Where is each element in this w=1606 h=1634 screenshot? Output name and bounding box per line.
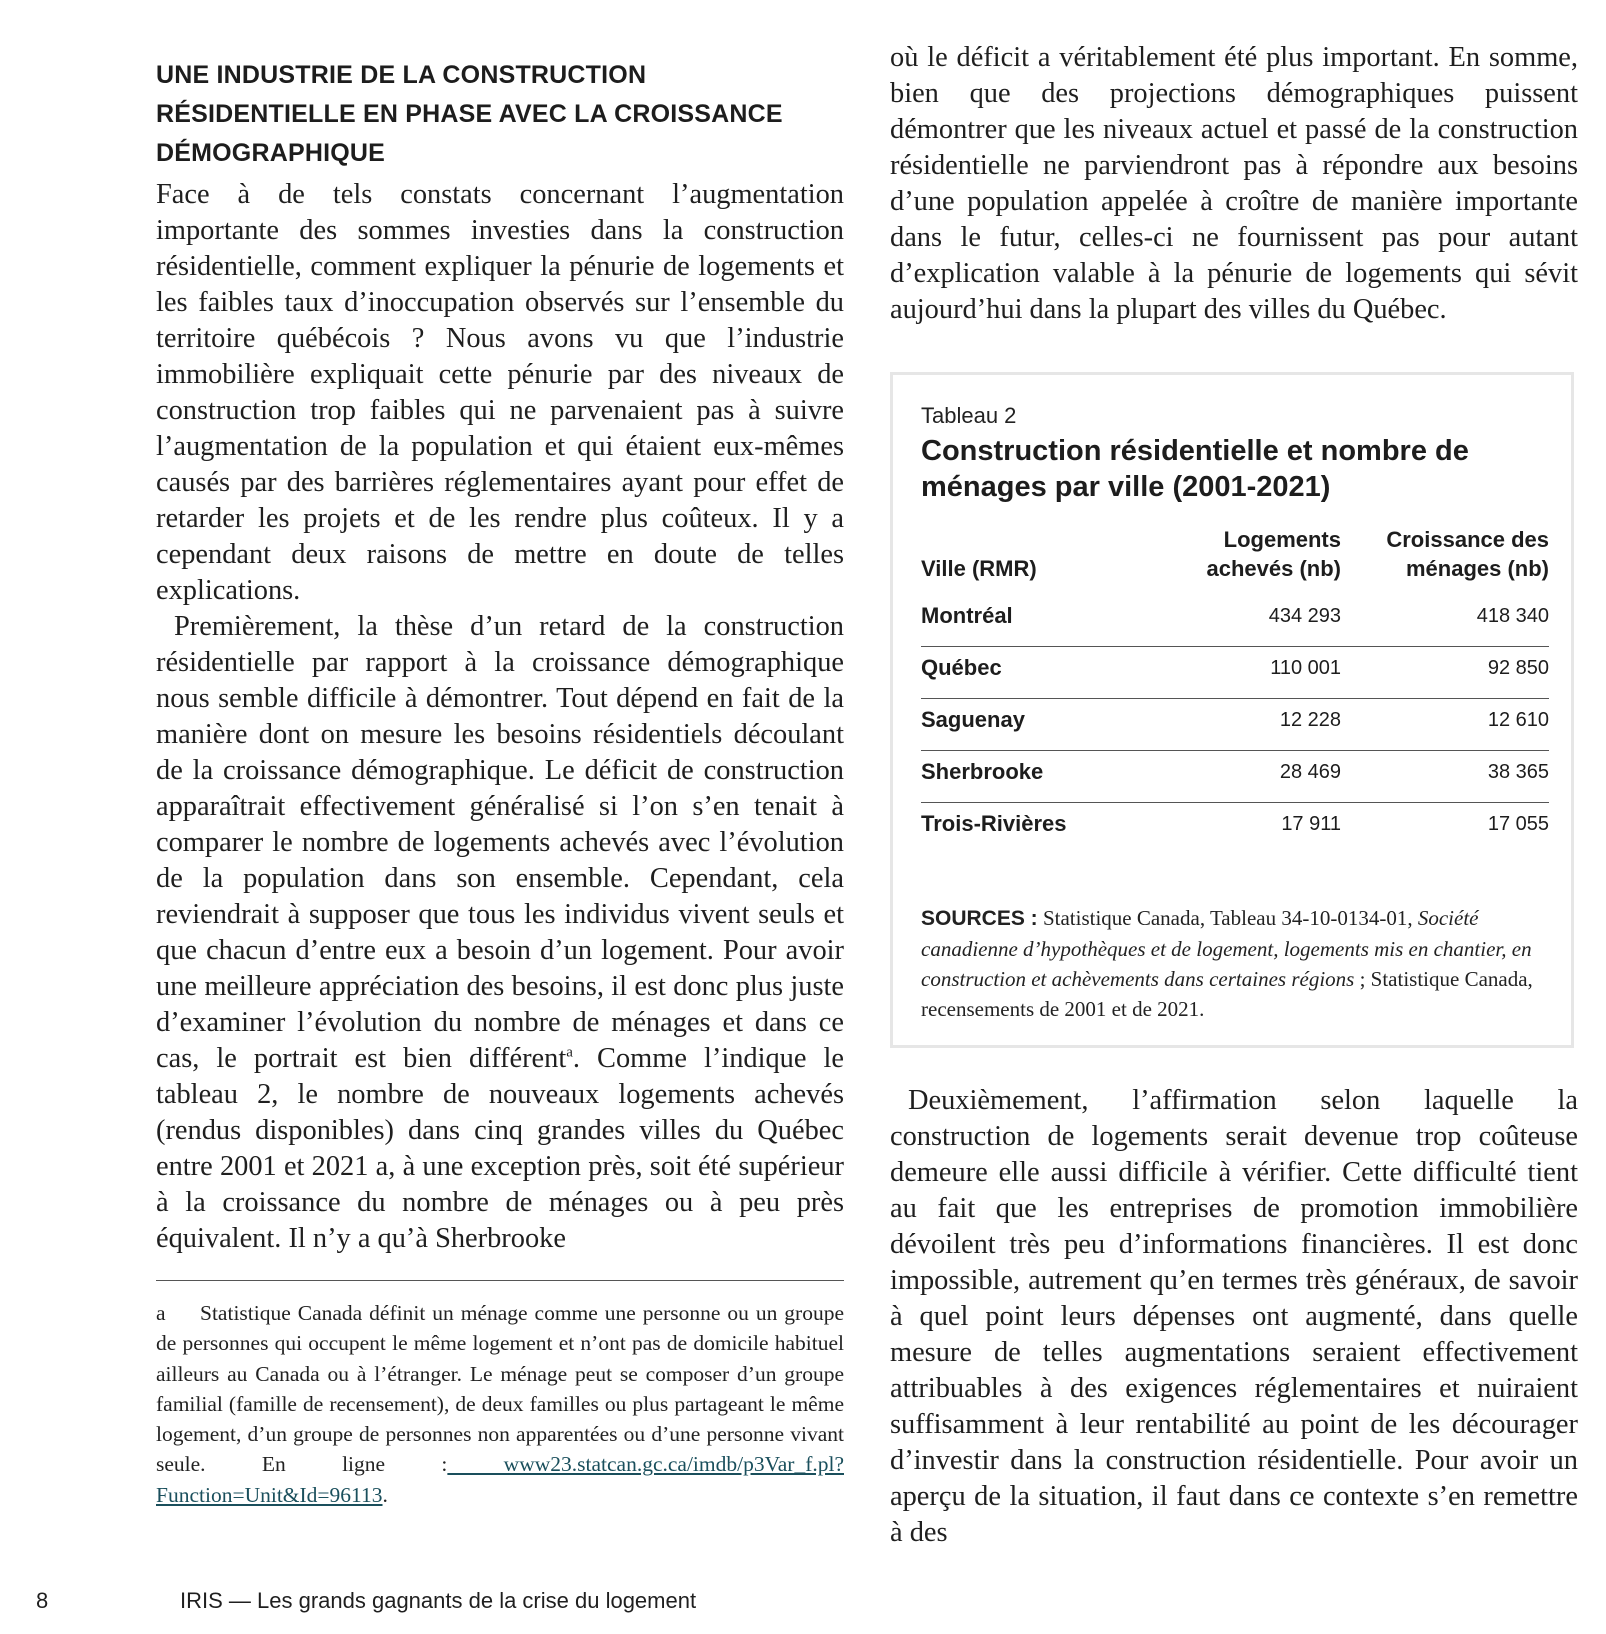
cell-ville: Sherbrooke: [921, 759, 1044, 784]
table-row: [921, 803, 1549, 855]
right-column-bottom: [890, 1083, 1578, 1551]
cell-ville: Saguenay: [921, 707, 1025, 732]
table-title: Construction résidentielle et nombre de ménages par ville (2001-2021): [921, 435, 1469, 503]
cell-menages: 17 055: [1487, 813, 1549, 835]
table-row: [921, 595, 1549, 647]
paragraph-right-bottom: Deuxièmement, l’affirmation selon laquelle la construction de logements serait devenue trop coûteuse demeure elle aussi difficile à vérifier. Cette difficulté tient au fait que les entreprises de promotion immobilière dévoilent très peu d’informations financières. Il est donc impossible, autrement qu’en termes très généraux, de savoir à quel point leurs dépenses ont augmenté, dans quelle mesure de telles augmentations seraient effectivement attribuables à des exigences réglementaires et nuiraient suffisamment à leur rentabilité au point de les décourager d’investir dans la construction résidentielle. Pour avoir un aperçu de la situation, il faut dans ce contexte s’en remettre à des: [890, 1085, 1578, 1548]
section-heading: [156, 56, 844, 173]
header-logements-line2: achevés (nb): [1206, 556, 1341, 581]
footnote-link[interactable]: www23.statcan.gc.ca/imdb/p3Var_f.pl?Function=Unit&Id=96113: [156, 1452, 844, 1507]
sources-italic: Société canadienne d’hypothèques et de logement, logements mis en chantier, en construction et achèvements dans certaines régions: [921, 906, 1532, 991]
paragraph-2-text-a: Premièrement, la thèse d’un retard de la construction résidentielle par rapport à la croissance démographique nous semble difficile à démontrer. Tout dépend en fait de la manière dont on mesure les besoins résidentiels découlant de la croissance démographique. Le déficit de construction apparaîtrait effectivement généralisé si l’on s’en tenait à comparer le nombre de logements achevés avec l’évolution de la population dans son ensemble. Cependant, cela reviendrait à supposer que tous les individus vivent seuls et que chacun d’entre eux a besoin d’un logement. Pour avoir une meilleure appréciation des besoins, il est donc plus juste d’examiner l’évolution du nombre de ménages et dans ce cas, le portrait est bien différent: [156, 611, 844, 1074]
footnote-divider: [156, 1280, 844, 1281]
cell-menages: 38 365: [1487, 761, 1549, 783]
table-row: [921, 699, 1549, 751]
left-column: [156, 56, 844, 1257]
cell-menages: 418 340: [1476, 605, 1549, 627]
header-logements-line1: Logements: [1223, 527, 1341, 552]
header-ville: Ville (RMR): [921, 556, 1037, 581]
header-croissance-line1: Croissance des: [1386, 527, 1549, 552]
footnote-text: Statistique Canada définit un ménage comme une personne ou un groupe de personnes qui occupent le même logement et n’ont pas de domicile habituel ailleurs au Canada ou à l’étranger. Le ménage peut se composer d’un groupe familial (famille de recensement), de deux familles ou plus partageant le même logement, d’un groupe de personnes non apparentées ou d’une personne vivant seule. En ligne :: [156, 1301, 844, 1477]
paragraph-right-top: où le déficit a véritablement été plus important. En somme, bien que des projections démographiques puissent démontrer que les niveaux actuel et passé de la construction résidentielle ne parviendront pas à répondre aux besoins d’une population appelée à croître de manière importante dans le futur, celles-ci ne fournissent pas pour autant d’explication valable à la pénurie de logements qui sévit aujourd’hui dans la plupart des villes du Québec.: [890, 42, 1578, 325]
paragraph-2: [156, 609, 844, 1257]
sources-text-1: Statistique Canada, Tableau 34-10-0134-01,: [1037, 906, 1418, 930]
sources-label: SOURCES :: [921, 907, 1038, 930]
cell-ville: Québec: [921, 655, 1002, 680]
footnote-marker: a: [156, 1301, 166, 1325]
footnote-ref[interactable]: a: [566, 1044, 573, 1061]
header-croissance-line2: ménages (nb): [1405, 556, 1549, 581]
cell-ville: Montréal: [921, 603, 1013, 628]
header-logements: [1207, 525, 1342, 583]
cell-menages: 92 850: [1487, 657, 1549, 679]
paragraph-1: Face à de tels constats concernant l’augmentation importante des sommes investies dans la construction résidentielle, comment expliquer la pénurie de logements et les faibles taux d’inoccupation observés sur l’ensemble du territoire québécois ? Nous avons vu que l’industrie immobilière expliquait cette pénurie par des niveaux de construction trop faibles qui ne parvenaient pas à suivre l’augmentation de la population et qui étaient eux-mêmes causés par des barrières réglementaires ayant pour effet de retarder les projets et de les rendre plus coûteux. Il y a cependant deux raisons de mettre en doute de telles explications.: [156, 179, 844, 606]
table-2-box: [890, 372, 1574, 1048]
header-croissance: [1386, 525, 1549, 583]
cell-ville: Trois-Rivières: [921, 811, 1067, 836]
heading-line-1: UNE INDUSTRIE DE LA CONSTRUCTION: [156, 61, 647, 89]
table-sources: [921, 903, 1549, 1024]
table-row: [921, 647, 1549, 699]
running-title: IRIS — Les grands gagnants de la crise du logement: [180, 1588, 697, 1613]
cell-menages: 12 610: [1487, 709, 1549, 731]
cell-logements: 28 469: [1279, 761, 1341, 783]
heading-line-3: DÉMOGRAPHIQUE: [156, 139, 386, 167]
cell-logements: 17 911: [1281, 813, 1341, 835]
paragraph-2-text-b: . Comme l’indique le tableau 2, le nombre de nouveaux logements achevés (rendus disponibles) dans cinq grandes villes du Québec entre 2001 et 2021 a, à une exception près, soit été supérieur à la croissance du nombre de ménages ou à peu près équivalent. Il n’y a qu’à Sherbrooke: [156, 1043, 845, 1254]
cell-logements: 12 228: [1279, 709, 1341, 731]
right-column-top: [890, 40, 1578, 328]
footnote-end: .: [382, 1482, 388, 1507]
table-row: [921, 751, 1549, 803]
sources-text-2: ; Statistique Canada, recensements de 2001 et de 2021.: [921, 967, 1533, 1021]
table-header: [921, 523, 1549, 583]
cell-logements: 434 293: [1268, 605, 1341, 627]
cell-logements: 110 001: [1270, 657, 1341, 679]
page-number: 8: [36, 1588, 49, 1613]
table-body: [921, 595, 1549, 855]
footnote: [156, 1298, 844, 1510]
table-label: Tableau 2: [921, 403, 1017, 428]
heading-line-2: RÉSIDENTIELLE EN PHASE AVEC LA CROISSANCE: [156, 100, 783, 128]
